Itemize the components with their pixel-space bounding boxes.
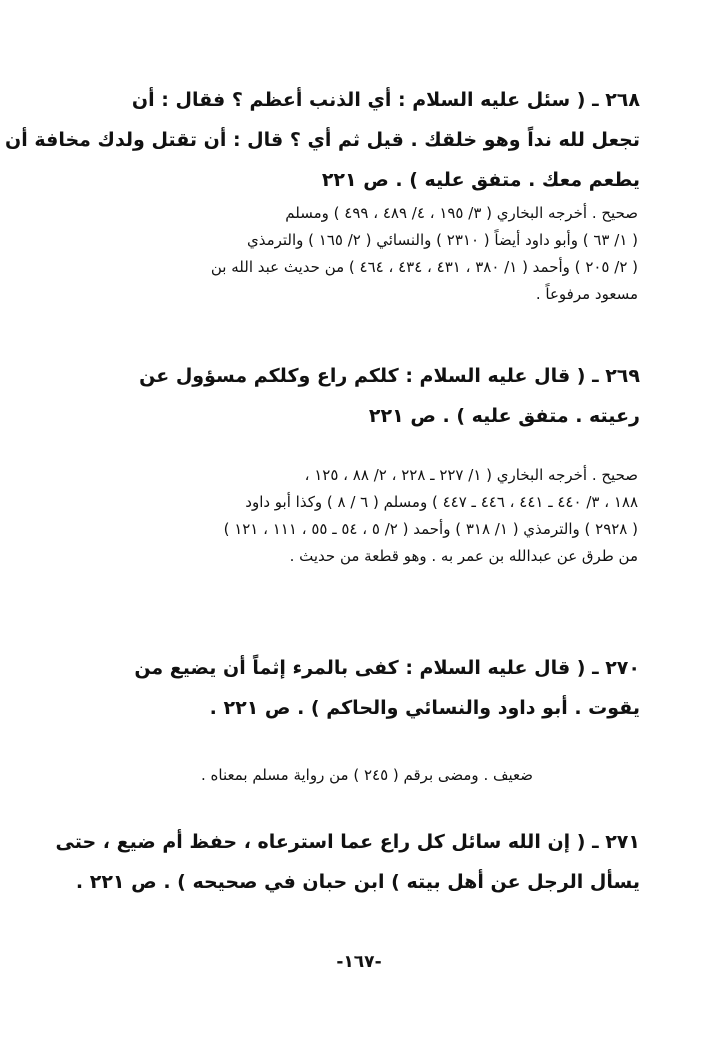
hadith-line: تجعل لله نداً وهو خلقك . قيل ثم أي ؟ قال : أن تقتل ولدك مخافة أن xyxy=(5,129,640,151)
hadith-line: ٢٦٩ ـ ( قال عليه السلام : كلكم راع وكلكم مسؤول عن xyxy=(139,365,640,387)
takhrij-line: ضعيف . ومضى برقم ( ٢٤٥ ) من رواية مسلم بمعناه . xyxy=(200,766,534,784)
hadith-line: ٢٦٨ ـ ( سئل عليه السلام : أي الذنب أعظم ؟ فقال : أن xyxy=(131,89,640,111)
hadith-line: يسأل الرجل عن أهل بيته ) ابن حبان في صحيحه ) . ص ٢٢١ . xyxy=(75,871,640,893)
takhrij-269 xyxy=(96,462,638,570)
takhrij-line: ( ١/ ٦٣ ) وأبو داود أيضاً ( ٢٣١٠ ) والنسائي ( ٢/ ١٦٥ ) والترمذي xyxy=(246,231,638,249)
hadith-line: ٢٧٠ ـ ( قال عليه السلام : كفى بالمرء إثماً أن يضيع من xyxy=(134,657,640,679)
hadith-269 xyxy=(92,356,640,436)
hadith-line: ٢٧١ ـ ( إن الله سائل كل راع عما استرعاه ، حفظ أم ضيع ، حتى xyxy=(55,831,640,853)
hadith-270 xyxy=(92,648,640,728)
takhrij-line: صحيح . أخرجه البخاري ( ٣/ ١٩٥ ، ٤/ ٤٨٩ ، ٤٩٩ ) ومسلم xyxy=(285,204,638,222)
hadith-line: يقوت . أبو داود والنسائي والحاكم ) . ص ٢٢١ . xyxy=(209,697,640,719)
page-number: -١٦٧- xyxy=(336,952,382,972)
takhrij-line: من طرق عن عبدالله بن عمر به . وهو قطعة من حديث . xyxy=(289,547,638,565)
hadith-268 xyxy=(5,80,640,200)
hadith-line: يطعم معك . متفق عليه ) . ص ٢٢١ xyxy=(321,169,640,191)
takhrij-line: ( ٢/ ٢٠٥ ) وأحمد ( ١/ ٣٨٠ ، ٤٣١ ، ٤٣٤ ، ٤٦٤ ) من حديث عبد الله بن xyxy=(210,258,638,276)
hadith-271 xyxy=(55,822,640,902)
takhrij-line: ١٨٨ ، ٣/ ٤٤٠ ـ ٤٤١ ، ٤٤٦ ـ ٤٤٧ ) ومسلم ( ٦ / ٨ ) وكذا أبو داود xyxy=(245,493,638,511)
hadith-line: رعيته . متفق عليه ) . ص ٢٢١ xyxy=(368,405,640,427)
takhrij-line: مسعود مرفوعاً . xyxy=(535,285,638,303)
takhrij-270 xyxy=(96,762,638,789)
takhrij-268 xyxy=(96,200,638,308)
takhrij-line: صحيح . أخرجه البخاري ( ١/ ٢٢٧ ـ ٢٢٨ ، ٢/ ٨٨ ، ١٢٥ ، xyxy=(304,466,638,484)
takhrij-line: ( ٢٩٢٨ ) والترمذي ( ١/ ٣١٨ ) وأحمد ( ٢/ ٥ ، ٥٤ ـ ٥٥ ، ١١١ ، ١٢١ ) xyxy=(223,520,638,538)
